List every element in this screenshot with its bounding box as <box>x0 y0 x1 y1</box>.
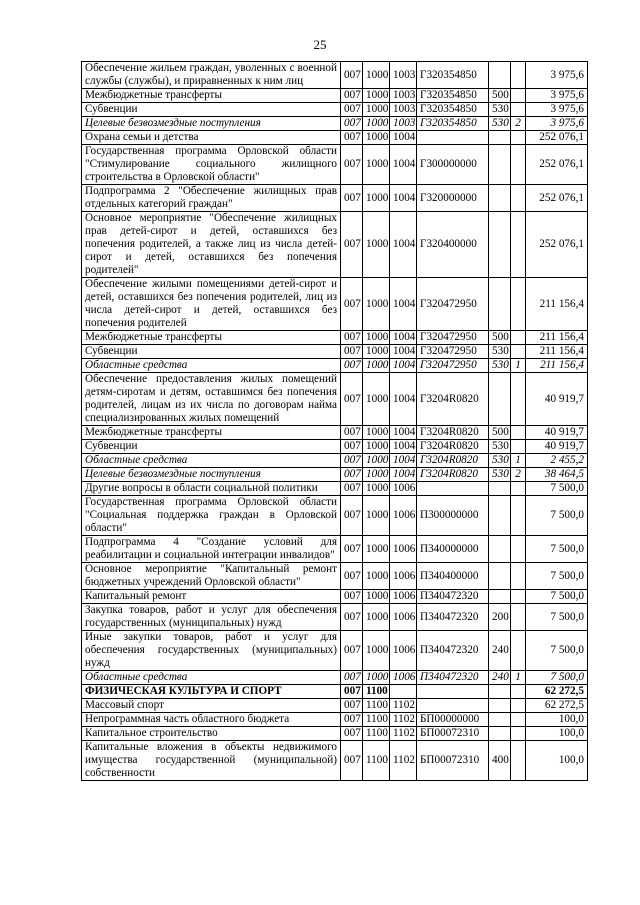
ministry-code: 007 <box>341 604 363 631</box>
row-name: Целевые безвозмездные поступления <box>82 468 341 482</box>
subsection-code: 1004 <box>390 131 417 145</box>
funding-source-code <box>511 482 526 496</box>
table-row <box>82 590 588 604</box>
ministry-code: 007 <box>341 373 363 426</box>
table-row <box>82 212 588 278</box>
funding-source-code <box>511 699 526 713</box>
funding-source-code <box>511 373 526 426</box>
expense-type-code <box>489 563 511 590</box>
subsection-code: 1004 <box>390 373 417 426</box>
target-item-code <box>417 685 489 699</box>
section-code: 1000 <box>363 278 390 331</box>
row-name: Иные закупки товаров, работ и услуг для обеспечения государственных (муниципальных) нужд <box>82 631 341 671</box>
section-code: 1000 <box>363 331 390 345</box>
expense-type-code: 500 <box>489 426 511 440</box>
subsection-code: 1003 <box>390 89 417 103</box>
expense-type-code: 530 <box>489 454 511 468</box>
row-name: Обеспечение жильем граждан, уволенных с военной службы (службы), и приравненных к ним лиц <box>82 62 341 89</box>
ministry-code: 007 <box>341 590 363 604</box>
subsection-code: 1102 <box>390 727 417 741</box>
row-name: Капитальное строительство <box>82 727 341 741</box>
ministry-code: 007 <box>341 563 363 590</box>
row-name: Обеспечение предоставления жилых помещений детям-сиротам и детям, оставшимся без попечения родителей, лицам из их числа по договорам найма специализированных жилых помещений <box>82 373 341 426</box>
row-name: Капитальные вложения в объекты недвижимого имущества государственной (муниципальной) собственности <box>82 741 341 781</box>
table-row <box>82 631 588 671</box>
amount: 7 500,0 <box>526 671 588 685</box>
expense-type-code: 530 <box>489 103 511 117</box>
ministry-code: 007 <box>341 89 363 103</box>
expense-type-code <box>489 727 511 741</box>
target-item-code: П340472320 <box>417 590 489 604</box>
ministry-code: 007 <box>341 117 363 131</box>
row-name: Межбюджетные трансферты <box>82 331 341 345</box>
table-row <box>82 713 588 727</box>
expense-type-code: 500 <box>489 331 511 345</box>
ministry-code: 007 <box>341 496 363 536</box>
subsection-code: 1006 <box>390 496 417 536</box>
amount: 3 975,6 <box>526 117 588 131</box>
expense-type-code <box>489 482 511 496</box>
funding-source-code <box>511 741 526 781</box>
table-row <box>82 741 588 781</box>
ministry-code: 007 <box>341 145 363 185</box>
subsection-code: 1102 <box>390 741 417 781</box>
funding-source-code <box>511 89 526 103</box>
funding-source-code <box>511 131 526 145</box>
ministry-code: 007 <box>341 212 363 278</box>
expense-type-code <box>489 713 511 727</box>
subsection-code: 1004 <box>390 440 417 454</box>
row-name: Субвенции <box>82 103 341 117</box>
table-row <box>82 563 588 590</box>
funding-source-code <box>511 536 526 563</box>
amount: 3 975,6 <box>526 62 588 89</box>
ministry-code: 007 <box>341 345 363 359</box>
target-item-code <box>417 699 489 713</box>
subsection-code: 1006 <box>390 604 417 631</box>
table-row <box>82 103 588 117</box>
target-item-code: П340472320 <box>417 631 489 671</box>
target-item-code: П340472320 <box>417 604 489 631</box>
row-name: Областные средства <box>82 359 341 373</box>
row-name: ФИЗИЧЕСКАЯ КУЛЬТУРА И СПОРТ <box>82 685 341 699</box>
target-item-code: Г3204R0820 <box>417 468 489 482</box>
page-number: 25 <box>313 37 327 52</box>
target-item-code: П340400000 <box>417 563 489 590</box>
subsection-code: 1004 <box>390 345 417 359</box>
section-code: 1000 <box>363 454 390 468</box>
funding-source-code <box>511 631 526 671</box>
row-name: Основное мероприятие "Обеспечение жилищных прав детей-сирот и детей, оставшихся без попечения родителей, а также лиц из числа детей-сирот и детей, оставшихся без попечения родителей" <box>82 212 341 278</box>
expense-type-code: 530 <box>489 359 511 373</box>
ministry-code: 007 <box>341 727 363 741</box>
target-item-code: БП00072310 <box>417 727 489 741</box>
row-name: Субвенции <box>82 440 341 454</box>
table-row <box>82 604 588 631</box>
budget-table <box>81 61 588 781</box>
section-code: 1000 <box>363 345 390 359</box>
subsection-code: 1006 <box>390 563 417 590</box>
row-name: Межбюджетные трансферты <box>82 89 341 103</box>
expense-type-code: 400 <box>489 741 511 781</box>
amount: 38 464,5 <box>526 468 588 482</box>
subsection-code: 1006 <box>390 482 417 496</box>
amount: 7 500,0 <box>526 604 588 631</box>
section-code: 1000 <box>363 62 390 89</box>
section-code: 1000 <box>363 131 390 145</box>
table-row <box>82 454 588 468</box>
funding-source-code: 1 <box>511 359 526 373</box>
subsection-code: 1102 <box>390 699 417 713</box>
target-item-code: Г320472950 <box>417 278 489 331</box>
table-row <box>82 699 588 713</box>
table-row <box>82 131 588 145</box>
funding-source-code <box>511 604 526 631</box>
amount: 7 500,0 <box>526 631 588 671</box>
funding-source-code <box>511 185 526 212</box>
row-name: Другие вопросы в области социальной политики <box>82 482 341 496</box>
funding-source-code <box>511 426 526 440</box>
amount: 40 919,7 <box>526 426 588 440</box>
subsection-code: 1004 <box>390 359 417 373</box>
subsection-code: 1003 <box>390 62 417 89</box>
expense-type-code <box>489 62 511 89</box>
ministry-code: 007 <box>341 468 363 482</box>
row-name: Основное мероприятие "Капитальный ремонт бюджетных учреждений Орловской области" <box>82 563 341 590</box>
section-code: 1000 <box>363 117 390 131</box>
ministry-code: 007 <box>341 685 363 699</box>
ministry-code: 007 <box>341 62 363 89</box>
ministry-code: 007 <box>341 426 363 440</box>
section-code: 1000 <box>363 359 390 373</box>
subsection-code: 1006 <box>390 590 417 604</box>
section-code: 1100 <box>363 699 390 713</box>
subsection-code: 1004 <box>390 426 417 440</box>
table-row <box>82 185 588 212</box>
table-row <box>82 345 588 359</box>
row-name: Капитальный ремонт <box>82 590 341 604</box>
table-row <box>82 727 588 741</box>
amount: 211 156,4 <box>526 345 588 359</box>
expense-type-code <box>489 145 511 185</box>
subsection-code: 1006 <box>390 631 417 671</box>
section-code: 1000 <box>363 671 390 685</box>
table-row <box>82 62 588 89</box>
target-item-code: Г300000000 <box>417 145 489 185</box>
section-code: 1000 <box>363 185 390 212</box>
ministry-code: 007 <box>341 185 363 212</box>
expense-type-code: 530 <box>489 468 511 482</box>
section-code: 1000 <box>363 482 390 496</box>
funding-source-code <box>511 103 526 117</box>
section-code: 1000 <box>363 212 390 278</box>
amount: 2 455,2 <box>526 454 588 468</box>
table-row <box>82 359 588 373</box>
row-name: Государственная программа Орловской области "Социальная поддержка граждан в Орловской области" <box>82 496 341 536</box>
amount: 40 919,7 <box>526 373 588 426</box>
amount: 7 500,0 <box>526 590 588 604</box>
ministry-code: 007 <box>341 713 363 727</box>
row-name: Подпрограмма 2 "Обеспечение жилищных прав отдельных категорий граждан" <box>82 185 341 212</box>
ministry-code: 007 <box>341 103 363 117</box>
funding-source-code <box>511 345 526 359</box>
target-item-code: БП00072310 <box>417 741 489 781</box>
section-code: 1100 <box>363 685 390 699</box>
subsection-code: 1102 <box>390 713 417 727</box>
table-row <box>82 482 588 496</box>
section-code: 1000 <box>363 496 390 536</box>
expense-type-code: 530 <box>489 440 511 454</box>
section-code: 1000 <box>363 103 390 117</box>
ministry-code: 007 <box>341 359 363 373</box>
amount: 211 156,4 <box>526 331 588 345</box>
table-row <box>82 468 588 482</box>
target-item-code: Г3204R0820 <box>417 440 489 454</box>
target-item-code: П340472320 <box>417 671 489 685</box>
section-code: 1000 <box>363 563 390 590</box>
expense-type-code: 240 <box>489 631 511 671</box>
section-code: 1000 <box>363 145 390 185</box>
section-code: 1000 <box>363 373 390 426</box>
subsection-code: 1006 <box>390 671 417 685</box>
table-row <box>82 536 588 563</box>
expense-type-code: 240 <box>489 671 511 685</box>
target-item-code: Г320472950 <box>417 359 489 373</box>
funding-source-code <box>511 62 526 89</box>
section-code: 1100 <box>363 713 390 727</box>
table-row <box>82 89 588 103</box>
subsection-code: 1006 <box>390 536 417 563</box>
amount: 211 156,4 <box>526 359 588 373</box>
subsection-code: 1003 <box>390 117 417 131</box>
row-name: Межбюджетные трансферты <box>82 426 341 440</box>
table-row <box>82 373 588 426</box>
target-item-code: Г320354850 <box>417 103 489 117</box>
ministry-code: 007 <box>341 671 363 685</box>
table-row <box>82 278 588 331</box>
section-code: 1100 <box>363 741 390 781</box>
ministry-code: 007 <box>341 699 363 713</box>
amount: 40 919,7 <box>526 440 588 454</box>
expense-type-code <box>489 131 511 145</box>
row-name: Непрограммная часть областного бюджета <box>82 713 341 727</box>
amount: 211 156,4 <box>526 278 588 331</box>
expense-type-code <box>489 278 511 331</box>
row-name: Целевые безвозмездные поступления <box>82 117 341 131</box>
target-item-code: Г320472950 <box>417 331 489 345</box>
row-name: Государственная программа Орловской области "Стимулирование социального жилищного строительства в Орловской области" <box>82 145 341 185</box>
ministry-code: 007 <box>341 278 363 331</box>
section-code: 1000 <box>363 468 390 482</box>
target-item-code: П300000000 <box>417 496 489 536</box>
target-item-code: Г320000000 <box>417 185 489 212</box>
table-row <box>82 496 588 536</box>
ministry-code: 007 <box>341 482 363 496</box>
subsection-code: 1004 <box>390 185 417 212</box>
section-code: 1000 <box>363 426 390 440</box>
funding-source-code: 2 <box>511 468 526 482</box>
expense-type-code <box>489 212 511 278</box>
funding-source-code <box>511 440 526 454</box>
table-row <box>82 145 588 185</box>
amount: 7 500,0 <box>526 563 588 590</box>
amount: 62 272,5 <box>526 699 588 713</box>
expense-type-code <box>489 699 511 713</box>
row-name: Закупка товаров, работ и услуг для обеспечения государственных (муниципальных) нужд <box>82 604 341 631</box>
ministry-code: 007 <box>341 631 363 671</box>
subsection-code: 1004 <box>390 468 417 482</box>
amount: 100,0 <box>526 741 588 781</box>
amount: 100,0 <box>526 713 588 727</box>
row-name: Областные средства <box>82 671 341 685</box>
funding-source-code: 1 <box>511 671 526 685</box>
row-name: Охрана семьи и детства <box>82 131 341 145</box>
ministry-code: 007 <box>341 331 363 345</box>
target-item-code: Г3204R0820 <box>417 426 489 440</box>
funding-source-code <box>511 713 526 727</box>
amount: 7 500,0 <box>526 496 588 536</box>
amount: 62 272,5 <box>526 685 588 699</box>
expense-type-code <box>489 536 511 563</box>
funding-source-code <box>511 496 526 536</box>
subsection-code: 1004 <box>390 278 417 331</box>
target-item-code: Г320472950 <box>417 345 489 359</box>
subsection-code: 1004 <box>390 454 417 468</box>
funding-source-code <box>511 145 526 185</box>
target-item-code: Г3204R0820 <box>417 373 489 426</box>
row-name: Областные средства <box>82 454 341 468</box>
target-item-code <box>417 482 489 496</box>
table-row <box>82 117 588 131</box>
amount: 252 076,1 <box>526 131 588 145</box>
funding-source-code <box>511 727 526 741</box>
expense-type-code: 500 <box>489 89 511 103</box>
amount: 100,0 <box>526 727 588 741</box>
table-row <box>82 331 588 345</box>
funding-source-code <box>511 590 526 604</box>
amount: 252 076,1 <box>526 212 588 278</box>
amount: 3 975,6 <box>526 103 588 117</box>
table-row <box>82 685 588 699</box>
section-code: 1000 <box>363 536 390 563</box>
table-body <box>82 62 588 781</box>
expense-type-code: 200 <box>489 604 511 631</box>
funding-source-code <box>511 212 526 278</box>
target-item-code <box>417 131 489 145</box>
subsection-code: 1004 <box>390 212 417 278</box>
row-name: Массовый спорт <box>82 699 341 713</box>
amount: 252 076,1 <box>526 145 588 185</box>
amount: 7 500,0 <box>526 536 588 563</box>
target-item-code: Г3204R0820 <box>417 454 489 468</box>
table-row <box>82 671 588 685</box>
funding-source-code <box>511 278 526 331</box>
target-item-code: П340000000 <box>417 536 489 563</box>
target-item-code: БП00000000 <box>417 713 489 727</box>
funding-source-code: 1 <box>511 454 526 468</box>
target-item-code: Г320354850 <box>417 89 489 103</box>
expense-type-code <box>489 496 511 536</box>
expense-type-code <box>489 185 511 212</box>
amount: 3 975,6 <box>526 89 588 103</box>
ministry-code: 007 <box>341 440 363 454</box>
funding-source-code <box>511 563 526 590</box>
subsection-code: 1004 <box>390 145 417 185</box>
funding-source-code: 2 <box>511 117 526 131</box>
row-name: Обеспечение жилыми помещениями детей-сирот и детей, оставшихся без попечения родителей, лиц из числа детей-сирот и детей, оставшихся без попечения родителей <box>82 278 341 331</box>
table-row <box>82 440 588 454</box>
section-code: 1000 <box>363 604 390 631</box>
amount: 7 500,0 <box>526 482 588 496</box>
section-code: 1100 <box>363 727 390 741</box>
funding-source-code <box>511 331 526 345</box>
target-item-code: Г320354850 <box>417 117 489 131</box>
target-item-code: Г320354850 <box>417 62 489 89</box>
amount: 252 076,1 <box>526 185 588 212</box>
expense-type-code: 530 <box>489 117 511 131</box>
ministry-code: 007 <box>341 536 363 563</box>
subsection-code: 1004 <box>390 331 417 345</box>
section-code: 1000 <box>363 631 390 671</box>
ministry-code: 007 <box>341 454 363 468</box>
subsection-code: 1003 <box>390 103 417 117</box>
funding-source-code <box>511 685 526 699</box>
table-row <box>82 426 588 440</box>
section-code: 1000 <box>363 590 390 604</box>
target-item-code: Г320400000 <box>417 212 489 278</box>
row-name: Субвенции <box>82 345 341 359</box>
subsection-code <box>390 685 417 699</box>
expense-type-code <box>489 685 511 699</box>
expense-type-code: 530 <box>489 345 511 359</box>
ministry-code: 007 <box>341 131 363 145</box>
section-code: 1000 <box>363 440 390 454</box>
expense-type-code <box>489 373 511 426</box>
ministry-code: 007 <box>341 741 363 781</box>
row-name: Подпрограмма 4 "Создание условий для реабилитации и социальной интеграции инвалидов" <box>82 536 341 563</box>
expense-type-code <box>489 590 511 604</box>
section-code: 1000 <box>363 89 390 103</box>
